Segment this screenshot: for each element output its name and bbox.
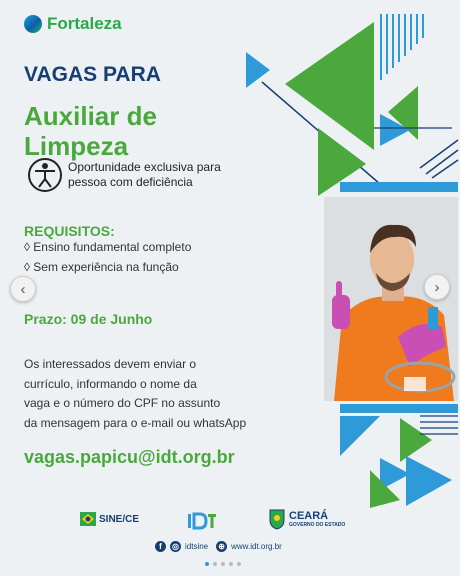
- social-links: [155, 541, 282, 552]
- stripe-pattern-bottom: [420, 416, 458, 434]
- deadline: Prazo: 09 de Junho: [24, 311, 153, 327]
- carousel-dot[interactable]: [229, 562, 233, 566]
- requirements-title: REQUISITOS:: [24, 223, 115, 239]
- triangle-green-large: [285, 22, 374, 150]
- stripe-pattern-top: [381, 14, 423, 80]
- fortaleza-logo: [24, 14, 122, 34]
- job-title-line1: Auxiliar de: [24, 101, 157, 131]
- pcd-notice: [27, 157, 221, 193]
- carousel-dot[interactable]: [221, 562, 225, 566]
- triangle-green-bottom-right: [400, 418, 432, 462]
- triangle-blue-small: [246, 52, 270, 88]
- instruction-line: vaga e o número do CPF no assunto: [24, 396, 221, 410]
- ceara-sublabel: GOVERNO DO ESTADO: [289, 521, 346, 528]
- job-title-line2: Limpeza: [24, 131, 129, 161]
- instruction-line: Os interessados devem enviar o: [24, 357, 197, 371]
- pcd-text: [68, 160, 221, 190]
- accent-bar-top: [340, 182, 458, 192]
- ceara-government-logo: [268, 508, 345, 530]
- facebook-icon[interactable]: f: [155, 541, 166, 552]
- triangle-blue-bottom-right: [406, 456, 452, 506]
- idt-logo: [186, 510, 216, 532]
- pcd-line2: pessoa com deficiência: [68, 175, 193, 189]
- chevron-left-icon: ‹: [20, 280, 26, 298]
- carousel-dot[interactable]: [237, 562, 241, 566]
- pcd-line1: Oportunidade exclusiva para: [68, 160, 221, 174]
- chevron-right-icon: ›: [434, 278, 440, 296]
- stripe-pattern-right: [420, 140, 458, 178]
- ceara-text: [289, 511, 345, 528]
- instruction-line: da mensagem para o e-mail ou whatsApp: [24, 416, 247, 430]
- requirement-item: ◊ Sem experiência na função: [24, 260, 179, 274]
- website-link[interactable]: www.idt.org.br: [231, 542, 282, 551]
- sine-logo: [80, 512, 139, 526]
- globe-icon: ⊕: [216, 541, 227, 552]
- carousel-indicator: [205, 562, 241, 566]
- brazil-flag-icon: [80, 512, 96, 526]
- contact-email: vagas.papicu@idt.org.br: [24, 447, 235, 467]
- carousel-dot[interactable]: [205, 562, 209, 566]
- instagram-icon[interactable]: ◎: [170, 541, 181, 552]
- brand-name: Fortaleza: [47, 14, 122, 33]
- carousel-next-button[interactable]: [424, 274, 450, 300]
- social-handle[interactable]: idtsine: [185, 542, 209, 551]
- requirement-item: ◊ Ensino fundamental completo: [24, 240, 192, 254]
- fortaleza-emblem-icon: [24, 15, 42, 33]
- ceara-label: CEARÁ: [289, 509, 329, 522]
- idt-emblem-icon: [186, 510, 216, 532]
- accent-bar-bottom: [340, 404, 458, 413]
- carousel-prev-button[interactable]: [10, 276, 36, 302]
- headline: VAGAS PARA: [24, 63, 161, 86]
- ceara-coat-of-arms-icon: [268, 508, 286, 530]
- sine-label: SINE/CE: [99, 513, 140, 525]
- instruction-line: currículo, informando o nome da: [24, 377, 197, 391]
- accessibility-icon: [27, 157, 63, 193]
- carousel-dot[interactable]: [213, 562, 217, 566]
- triangle-blue-bottom: [340, 416, 380, 456]
